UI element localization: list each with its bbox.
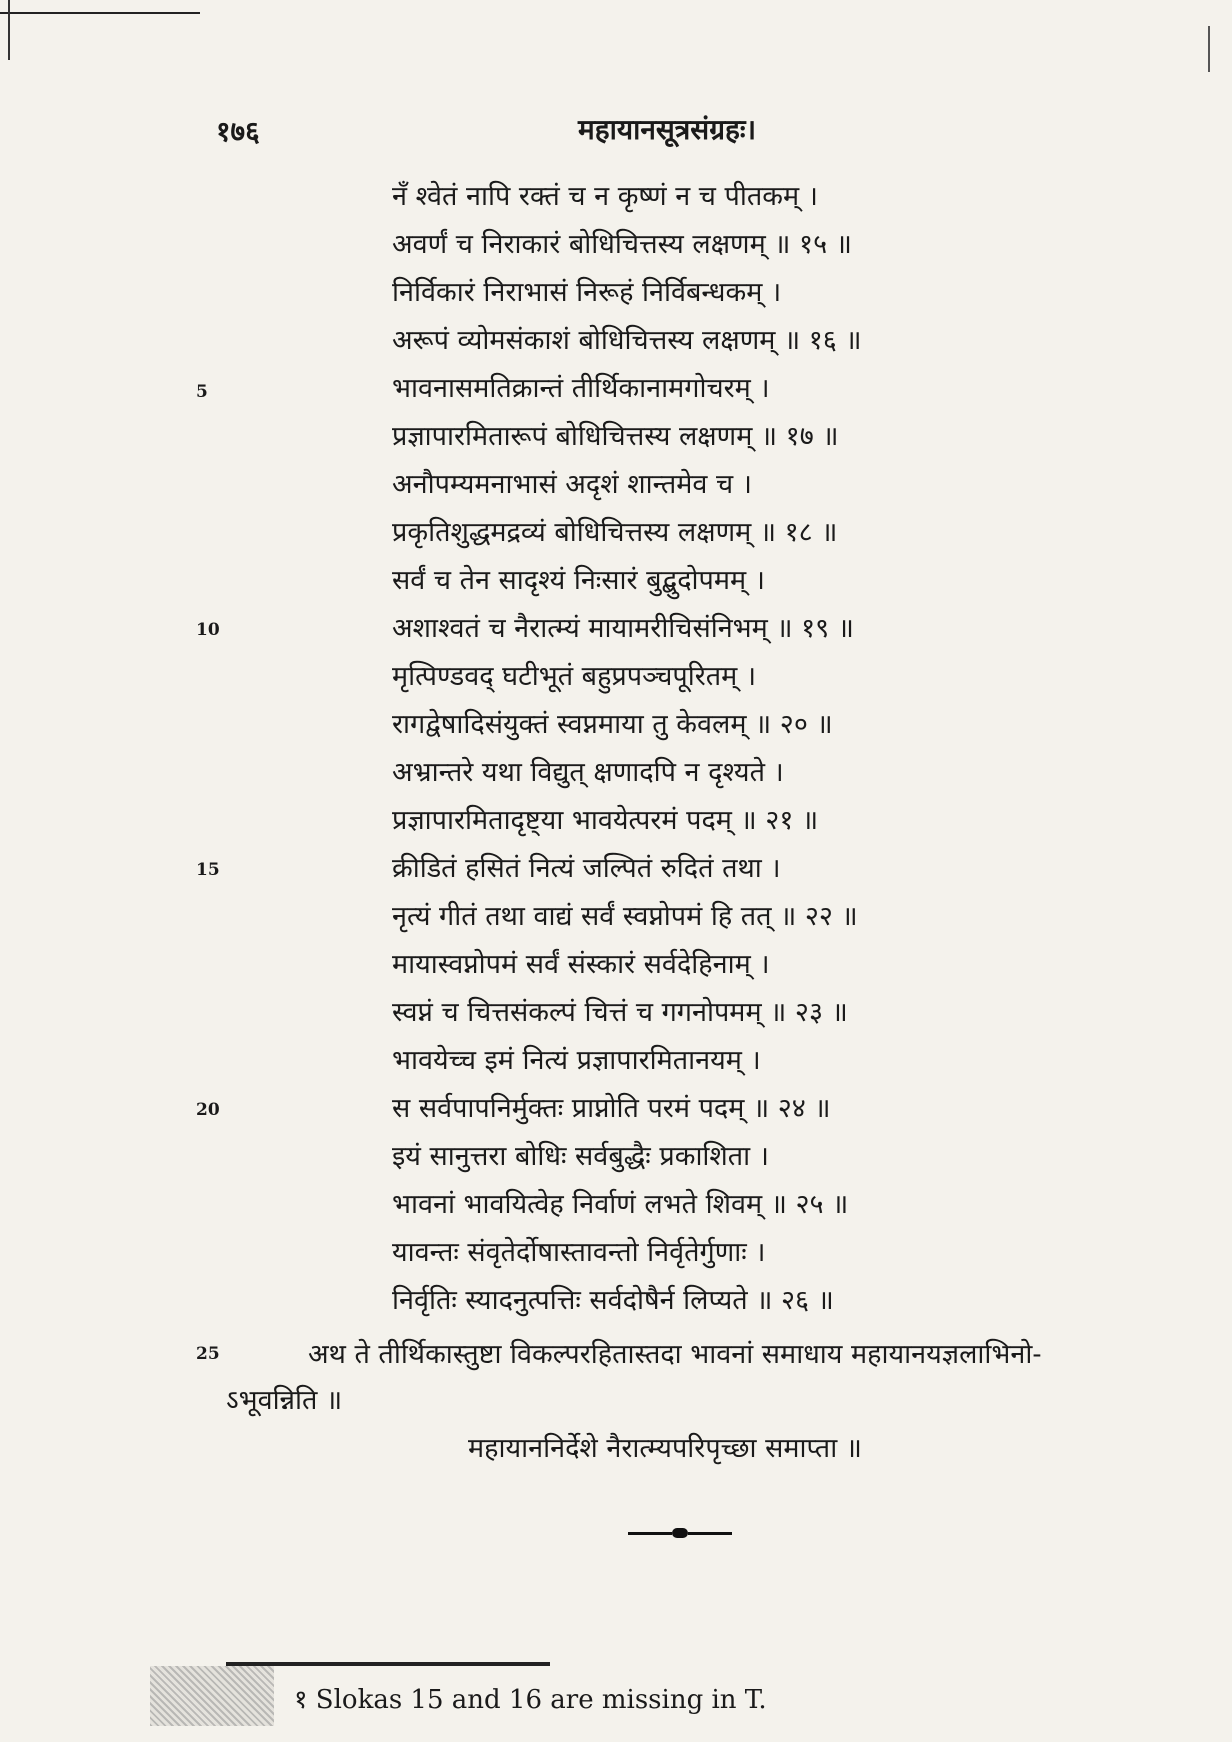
verse-line: प्रकृतिशुद्धमद्रव्यं बोधिचित्तस्य लक्षणम् ॥ १८ ॥ (392, 517, 838, 548)
verse-line: भावयेच्च इमं नित्यं प्रज्ञापारमितानयम् । (392, 1045, 761, 1076)
verse-line: क्रीडितं हसितं नित्यं जल्पितं रुदितं तथा । (392, 853, 781, 884)
line-number: 20 (196, 1100, 220, 1120)
top-rule (0, 12, 200, 14)
verse-line: यावन्तः संवृतेर्दोषास्तावन्तो निर्वृतेर्गुणाः । (392, 1237, 766, 1268)
prose-line: ऽभूवन्निति ॥ (226, 1385, 343, 1416)
left-edge-mark (8, 0, 10, 60)
line-number: 10 (196, 620, 220, 640)
verse-line: स्वप्नं च चित्तसंकल्पं चित्तं च गगनोपमम् ॥ २३ ॥ (392, 997, 848, 1028)
verse-line: अनौपम्यमनाभासं अदृशं शान्तमेव च । (392, 469, 752, 500)
verse-line: मायास्वप्नोपमं सर्वं संस्कारं सर्वदेहिनाम् । (392, 949, 770, 980)
verse-line: अशाश्वतं च नैरात्म्यं मायामरीचिसंनिभम् ॥ १९ ॥ (392, 613, 854, 644)
print-smudge (150, 1666, 274, 1726)
line-number: 15 (196, 860, 220, 880)
verse-line: निर्विकारं निराभासं निरूहं निर्विबन्धकम् । (392, 277, 782, 308)
footnote-rule (226, 1662, 550, 1666)
verse-line: अभ्रान्तरे यथा विद्युत् क्षणादपि न दृश्यते । (392, 757, 784, 788)
ornament-knot (672, 1528, 688, 1538)
line-number: 5 (196, 382, 208, 402)
running-head: महायानसूत्रसंग्रहः। (578, 113, 757, 146)
page-number: १७६ (216, 115, 260, 148)
verse-line: सर्वं च तेन सादृश्यं निःसारं बुद्बुदोपमम् । (392, 565, 765, 596)
footnote: १ Slokas 15 and 16 are missing in T. (294, 1685, 767, 1715)
verse-line: अरूपं व्योमसंकाशं बोधिचित्तस्य लक्षणम् ॥ १६ ॥ (392, 325, 862, 356)
ornament-bar-left (628, 1532, 672, 1535)
verse-line: इयं सानुत्तरा बोधिः सर्वबुद्धैः प्रकाशिता । (392, 1141, 769, 1172)
verse-line: निर्वृतिः स्यादनुत्पत्तिः सर्वदोषैर्न लिप्यते ॥ २६ ॥ (392, 1285, 834, 1316)
verse-line: स सर्वपापनिर्मुक्तः प्राप्नोति परमं पदम् ॥ २४ ॥ (392, 1093, 831, 1124)
verse-line: मृत्पिण्डवद् घटीभूतं बहुप्रपञ्चपूरितम् । (392, 661, 757, 692)
verse-line: नृत्यं गीतं तथा वाद्यं सर्वं स्वप्नोपमं हि तत् ॥ २२ ॥ (392, 901, 858, 932)
section-end-ornament (628, 1528, 732, 1538)
verse-line: नँ श्वेतं नापि रक्तं च न कृष्णं न च पीतकम् । (392, 181, 818, 212)
verse-line: प्रज्ञापारमितादृष्ट्या भावयेत्परमं पदम् ॥ २१ ॥ (392, 805, 819, 836)
verse-line: भावनासमतिक्रान्तं तीर्थिकानामगोचरम् । (392, 373, 770, 404)
line-number: 25 (196, 1344, 220, 1364)
right-edge-mark (1208, 26, 1210, 72)
ornament-bar-right (688, 1532, 732, 1535)
verse-line: प्रज्ञापारमितारूपं बोधिचित्तस्य लक्षणम् ॥ १७ ॥ (392, 421, 839, 452)
colophon: महायाननिर्देशे नैरात्म्यपरिपृच्छा समाप्ता ॥ (468, 1433, 862, 1464)
prose-line: अथ ते तीर्थिकास्तुष्टा विकल्परहितास्तदा भावनां समाधाय महायानयज्ञलाभिनो- (308, 1339, 1042, 1370)
verse-line: अवर्णं च निराकारं बोधिचित्तस्य लक्षणम् ॥ १५ ॥ (392, 229, 852, 260)
verse-line: भावनां भावयित्वेह निर्वाणं लभते शिवम् ॥ २५ ॥ (392, 1189, 849, 1220)
verse-line: रागद्वेषादिसंयुक्तं स्वप्नमाया तु केवलम् ॥ २० ॥ (392, 709, 833, 740)
